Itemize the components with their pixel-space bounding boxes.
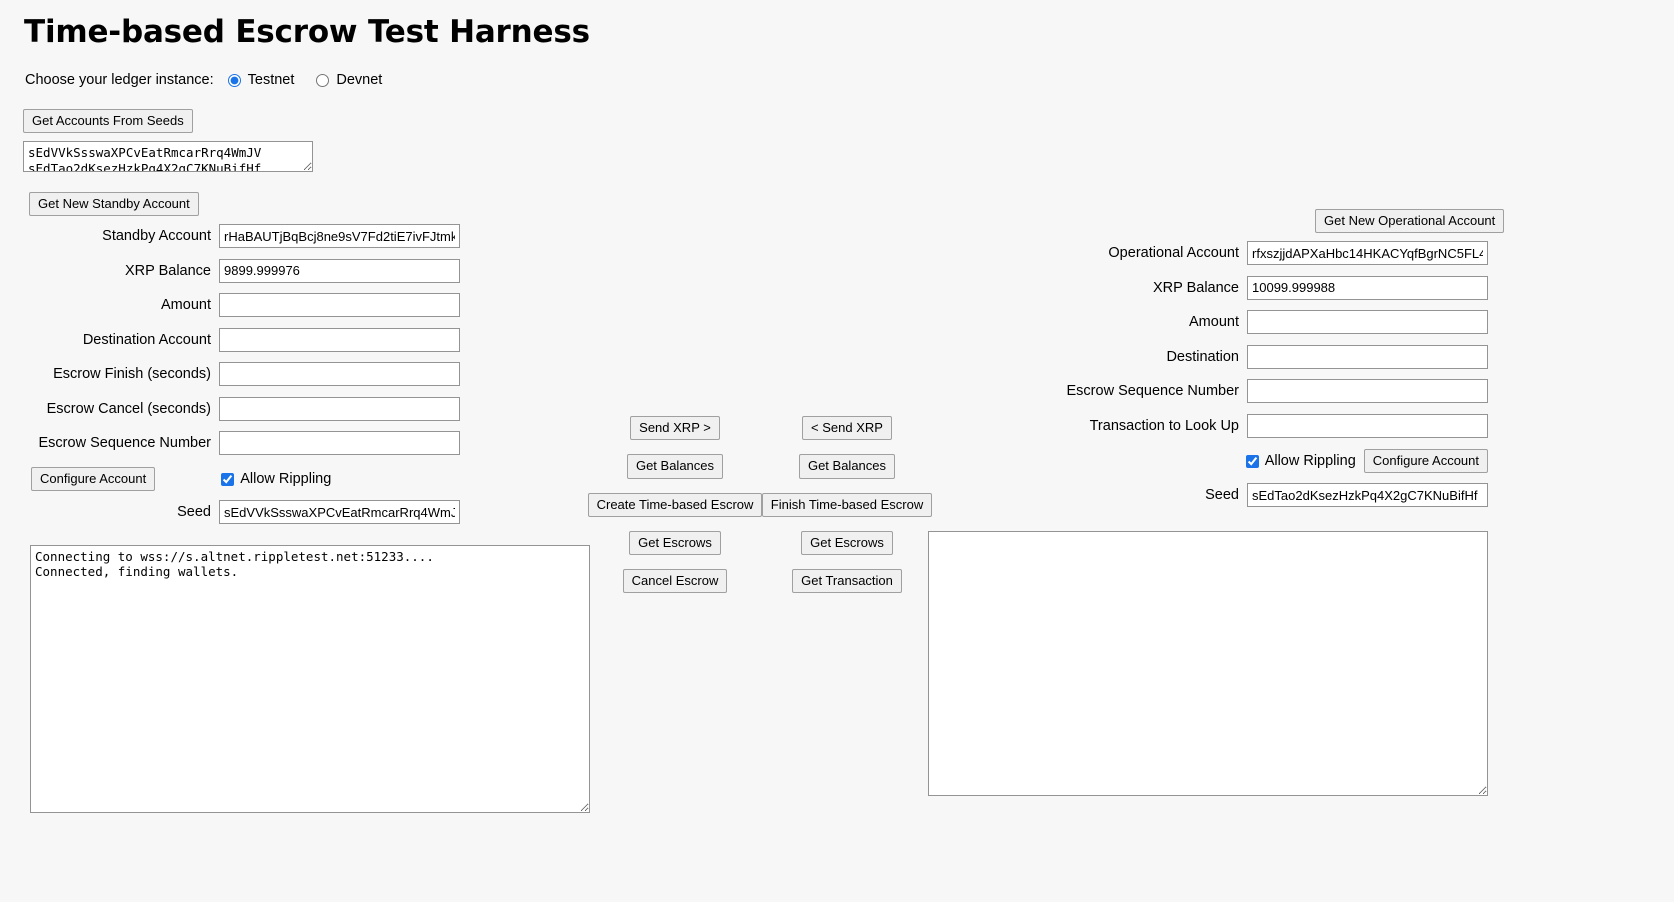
center-left-actions — [594, 416, 756, 593]
standby-escrow-cancel-label: Escrow Cancel (seconds) — [46, 400, 211, 417]
standby-form — [0, 224, 460, 466]
operational-amount-label: Amount — [1189, 314, 1239, 330]
operational-log-textarea[interactable] — [928, 531, 1488, 796]
center-right-actions — [766, 416, 928, 593]
operational-destination-label: Destination — [1166, 348, 1239, 365]
page-title: Time-based Escrow Test Harness — [24, 14, 590, 50]
operational-escrow-sequence-label: Escrow Sequence Number — [1066, 383, 1239, 399]
standby-seed-input[interactable] — [219, 500, 460, 524]
operational-form — [1040, 241, 1488, 448]
send-xrp-right-button[interactable]: Send XRP > — [630, 416, 720, 440]
cancel-escrow-button[interactable]: Cancel Escrow — [623, 569, 728, 593]
radio-devnet-label: Devnet — [336, 72, 383, 88]
operational-field-row — [1040, 414, 1488, 438]
operational-xrp-balance-label: XRP Balance — [1153, 279, 1239, 296]
ledger-selector — [25, 72, 404, 88]
operational-transaction-lookup-input[interactable] — [1247, 414, 1488, 438]
operational-field-row — [1040, 241, 1488, 265]
operational-get-escrows-button[interactable]: Get Escrows — [801, 531, 893, 555]
standby-field-row — [0, 224, 460, 248]
operational-escrow-sequence-input[interactable] — [1247, 379, 1488, 403]
finish-time-based-escrow-button[interactable]: Finish Time-based Escrow — [762, 493, 932, 517]
standby-escrow-sequence-input[interactable] — [219, 431, 460, 455]
get-new-operational-account-button[interactable]: Get New Operational Account — [1315, 209, 1504, 233]
standby-allow-rippling-label: Allow Rippling — [240, 471, 332, 488]
seeds-textarea[interactable] — [23, 141, 313, 172]
operational-allow-rippling-toggle[interactable] — [1246, 453, 1356, 469]
radio-devnet-input[interactable] — [316, 74, 329, 87]
standby-seed-row — [0, 500, 460, 524]
standby-field-row — [0, 328, 460, 352]
ledger-label: Choose your ledger instance: — [25, 72, 214, 88]
radio-testnet[interactable] — [228, 72, 295, 88]
operational-amount-input[interactable] — [1247, 310, 1488, 334]
operational-account-label: Operational Account — [1108, 245, 1239, 261]
standby-allow-rippling-checkbox[interactable] — [221, 473, 234, 486]
operational-seed-input[interactable] — [1247, 483, 1488, 507]
operational-field-row — [1040, 345, 1488, 369]
standby-amount-input[interactable] — [219, 293, 460, 317]
operational-configure-account-button[interactable]: Configure Account — [1364, 449, 1488, 473]
standby-get-escrows-button[interactable]: Get Escrows — [629, 531, 721, 555]
standby-configure-account-button[interactable]: Configure Account — [31, 467, 155, 491]
standby-destination-account-label: Destination Account — [82, 331, 211, 348]
standby-escrow-sequence-label: Escrow Sequence Number — [38, 435, 211, 451]
get-new-standby-account-button[interactable]: Get New Standby Account — [29, 192, 199, 216]
standby-escrow-cancel-input[interactable] — [219, 397, 460, 421]
operational-account-input[interactable] — [1247, 241, 1488, 265]
operational-allow-rippling-label: Allow Rippling — [1264, 453, 1356, 470]
radio-testnet-input[interactable] — [228, 74, 241, 87]
standby-amount-label: Amount — [161, 297, 211, 313]
standby-field-row — [0, 293, 460, 317]
standby-field-row — [0, 397, 460, 421]
standby-field-row — [0, 362, 460, 386]
standby-account-input[interactable] — [219, 224, 460, 248]
get-transaction-button[interactable]: Get Transaction — [792, 569, 902, 593]
standby-escrow-finish-label: Escrow Finish (seconds) — [53, 366, 211, 382]
radio-devnet[interactable] — [316, 72, 382, 88]
operational-destination-input[interactable] — [1247, 345, 1488, 369]
operational-config-row — [1040, 449, 1488, 473]
radio-testnet-label: Testnet — [247, 72, 295, 88]
operational-seed-label: Seed — [1205, 487, 1239, 503]
operational-field-row — [1040, 379, 1488, 403]
standby-allow-rippling-toggle[interactable] — [221, 471, 331, 487]
standby-config-row — [31, 467, 331, 491]
operational-field-row — [1040, 276, 1488, 300]
standby-get-balances-button[interactable]: Get Balances — [627, 454, 723, 478]
get-accounts-from-seeds-button[interactable]: Get Accounts From Seeds — [23, 109, 193, 133]
standby-escrow-finish-input[interactable] — [219, 362, 460, 386]
operational-field-row — [1040, 310, 1488, 334]
standby-field-row — [0, 431, 460, 455]
standby-xrp-balance-label: XRP Balance — [125, 262, 211, 279]
standby-log-textarea[interactable] — [30, 545, 590, 813]
standby-seed-label: Seed — [177, 504, 211, 520]
operational-get-balances-button[interactable]: Get Balances — [799, 454, 895, 478]
standby-xrp-balance-input[interactable] — [219, 259, 460, 283]
standby-field-row — [0, 259, 460, 283]
operational-seed-row — [1040, 483, 1488, 507]
operational-transaction-lookup-label: Transaction to Look Up — [1089, 417, 1239, 434]
create-time-based-escrow-button[interactable]: Create Time-based Escrow — [588, 493, 763, 517]
operational-allow-rippling-checkbox[interactable] — [1246, 455, 1259, 468]
standby-account-label: Standby Account — [102, 228, 211, 244]
operational-xrp-balance-input[interactable] — [1247, 276, 1488, 300]
send-xrp-left-button[interactable]: < Send XRP — [802, 416, 892, 440]
standby-destination-account-input[interactable] — [219, 328, 460, 352]
